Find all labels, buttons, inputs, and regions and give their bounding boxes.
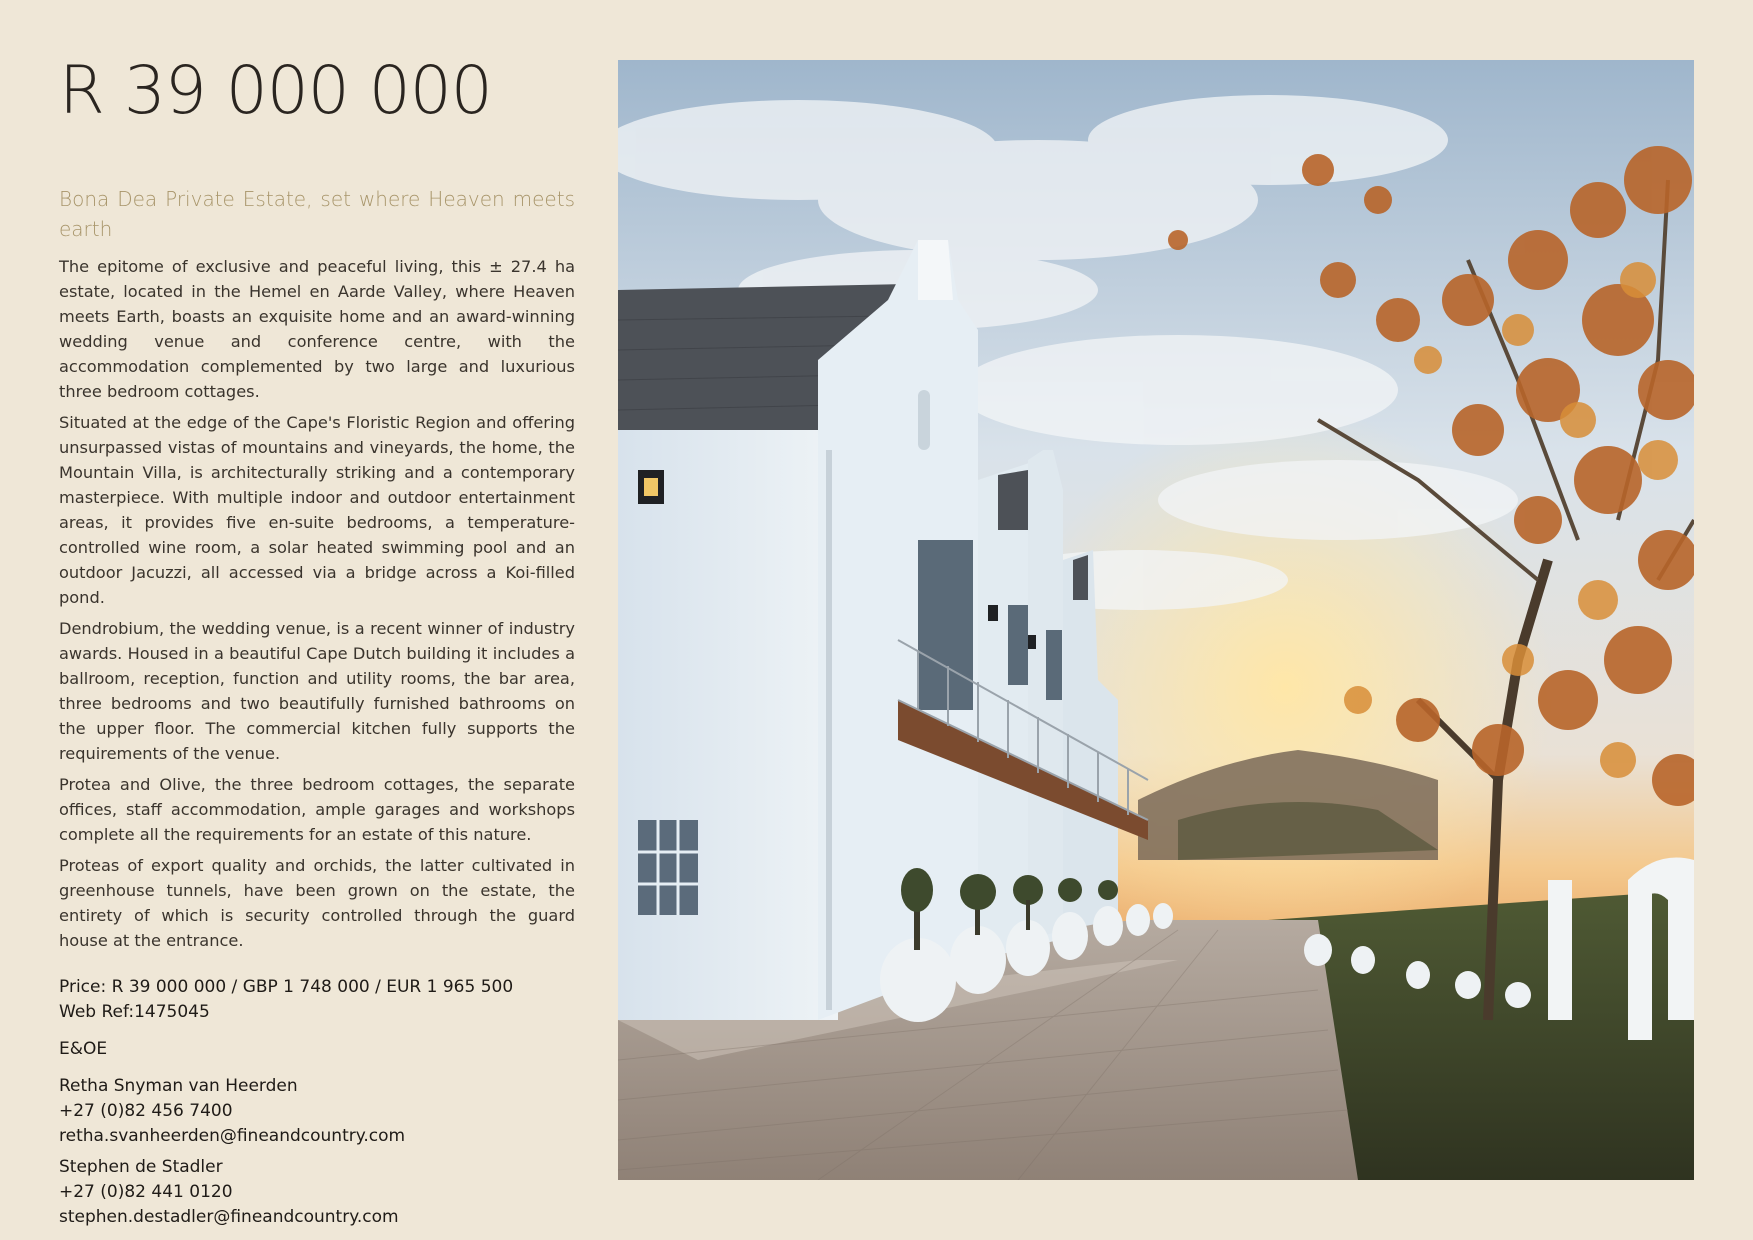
estate-photo bbox=[618, 60, 1694, 1180]
description-paragraph: The epitome of exclusive and peaceful living, this ± 27.4 ha estate, located in the Hemel en Aarde Valley, where Heaven meets Earth, boasts an exquisite home and an award-winning wedding venue and conference centre, with the accommodation complemented by two large and luxurious three bedroom cottages. bbox=[59, 257, 575, 401]
agent-contact bbox=[59, 1074, 575, 1149]
estate-illustration bbox=[618, 60, 1694, 1180]
agent-phone[interactable]: +27 (0)82 441 0120 bbox=[59, 1182, 233, 1202]
property-subtitle: Bona Dea Private Estate, set where Heaven meets earth bbox=[59, 187, 575, 241]
listing-text-column bbox=[59, 48, 575, 1230]
description-paragraph: Dendrobium, the wedding venue, is a recent winner of industry awards. Housed in a beautiful Cape Dutch building it includes a ballroom, reception, function and utility rooms, the bar area, three bedrooms and two beautifully furnished bathrooms on the upper floor. The commercial kitchen fully supports the requirements of the venue. bbox=[59, 619, 575, 763]
agent-email[interactable]: stephen.destadler@fineandcountry.com bbox=[59, 1207, 399, 1227]
web-reference: Web Ref:1475045 bbox=[59, 1002, 210, 1022]
description-paragraph: Protea and Olive, the three bedroom cottages, the separate offices, staff accommodation, ample garages and workshops complete all the requirements for an estate of this nature. bbox=[59, 775, 575, 844]
agent-contact bbox=[59, 1155, 575, 1230]
description-paragraph: Situated at the edge of the Cape's Floristic Region and offering unsurpassed vistas of mountains and vineyards, the home, the Mountain Villa, is architecturally striking and a contemporary masterpiece. With multiple indoor and outdoor entertainment areas, it provides five en-suite bedrooms, a temperature-controlled wine room, a solar heated swimming pool and an outdoor Jacuzzi, all accessed via a bridge across a Koi-filled pond. bbox=[59, 413, 575, 607]
agent-email[interactable]: retha.svanheerden@fineandcountry.com bbox=[59, 1126, 406, 1146]
price-line: Price: R 39 000 000 / GBP 1 748 000 / EUR 1 965 500 bbox=[59, 977, 514, 997]
agent-name: Retha Snyman van Heerden bbox=[59, 1076, 298, 1096]
agent-phone[interactable]: +27 (0)82 456 7400 bbox=[59, 1101, 233, 1121]
agent-name: Stephen de Stadler bbox=[59, 1157, 223, 1177]
description-paragraph: Proteas of export quality and orchids, the latter cultivated in greenhouse tunnels, have been grown on the estate, the entirety of which is security controlled through the guard house at the entrance. bbox=[59, 856, 575, 950]
listing-details bbox=[59, 975, 575, 1230]
eoe-note: E&OE bbox=[59, 1039, 108, 1059]
description bbox=[59, 254, 575, 953]
price-heading: R 39 000 000 bbox=[59, 52, 492, 129]
